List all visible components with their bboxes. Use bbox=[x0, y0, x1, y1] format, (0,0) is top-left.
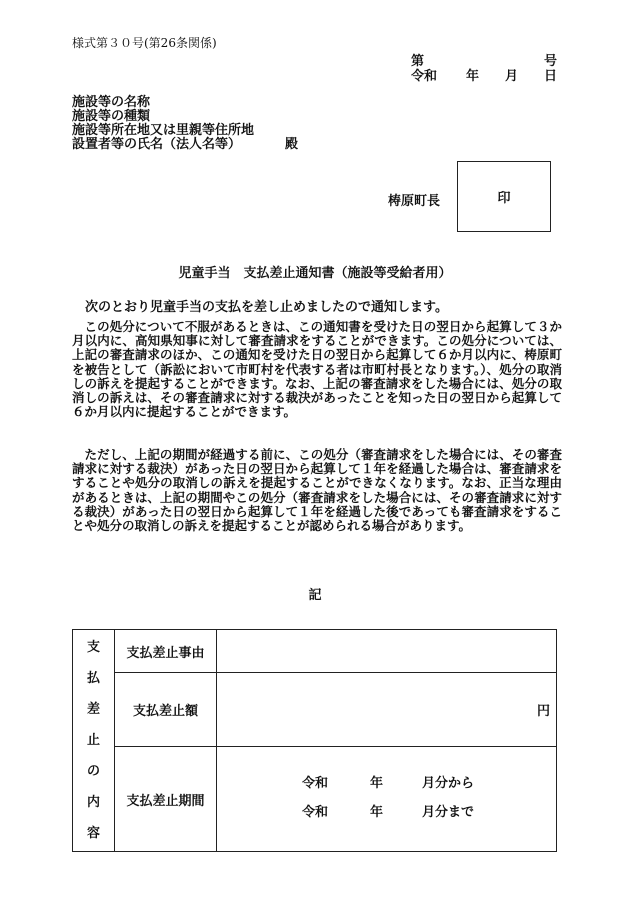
section-char: 支 bbox=[86, 640, 100, 655]
ki-heading: 記 bbox=[308, 588, 322, 603]
date-year: 年 bbox=[466, 69, 480, 84]
facility-type-label: 施設等の種類 bbox=[72, 109, 151, 124]
document-title: 児童手当 支払差止通知書（施設等受給者用） bbox=[178, 266, 452, 281]
suspension-table bbox=[72, 629, 557, 852]
appeal-paragraph-1: この処分について不服があるときは、この通知書を受けた日の翌日から起算して３か月以内に、高知県知事に対して審査請求をすることができます。この処分については、上記の審査請求のほか、この通知を受けた日の翌日から起算して６か月以内に、梼原町を被告として（訴訟において市町村を代表する者は市町村長となります。）、処分の取消しの訴えを提起することができます。なお、上記の審査請求をした場合には、処分の取消しの訴えは、その審査請求に対する裁決があったことを知った日の翌日から起算して６か月以内に提起することができます。 bbox=[72, 319, 562, 420]
amount-value-cell[interactable] bbox=[217, 673, 557, 747]
recipient-block bbox=[72, 96, 298, 152]
seal-box bbox=[457, 161, 551, 232]
reason-label: 支払差止事由 bbox=[115, 630, 217, 673]
period-label: 支払差止期間 bbox=[115, 747, 217, 852]
section-label-cell bbox=[73, 630, 115, 852]
form-number: 様式第３０号(第26条関係) bbox=[72, 36, 217, 50]
intro-text: 次のとおり児童手当の支払を差し止めましたので通知します。 bbox=[85, 300, 448, 315]
period-to-reiwa: 令和 bbox=[302, 805, 329, 820]
issuer-title: 梼原町長 bbox=[388, 194, 441, 209]
section-char: 差 bbox=[86, 702, 100, 717]
date-reiwa: 令和 bbox=[411, 69, 438, 84]
notice-dai: 第 bbox=[411, 54, 425, 69]
facility-name-label: 施設等の名称 bbox=[72, 95, 151, 110]
period-from-reiwa: 令和 bbox=[302, 776, 329, 791]
section-char: の bbox=[86, 764, 100, 779]
section-char: 容 bbox=[86, 826, 100, 841]
yen-unit: 円 bbox=[536, 704, 550, 719]
period-to-month: 月分まで bbox=[422, 805, 475, 820]
honorific: 殿 bbox=[285, 137, 299, 152]
founder-name-label bbox=[72, 138, 298, 152]
section-char: 止 bbox=[86, 733, 100, 748]
facility-address-label: 施設等所在地又は里親等住所地 bbox=[72, 123, 255, 138]
notice-go: 号 bbox=[544, 54, 558, 69]
appeal-paragraph-2: ただし、上記の期間が経過する前に、この処分（審査請求をした場合には、その審査請求に対する裁決）があった日の翌日から起算して１年を経過した場合は、審査請求をすることや処分の取消しの訴えを提起することができなくなります。なお、正当な理由があるときは、上記の期間やこの処分（審査請求をした場合には、その審査請求に対する裁決）があった日の翌日から起算して１年を経過した後であっても審査請求をすることや処分の取消しの訴えを提起することが認められる場合があります。 bbox=[72, 447, 562, 534]
amount-label: 支払差止額 bbox=[115, 673, 217, 747]
date-month: 月 bbox=[505, 69, 519, 84]
period-from-month: 月分から bbox=[422, 776, 475, 791]
section-char: 内 bbox=[86, 795, 100, 810]
period-value-cell[interactable] bbox=[217, 747, 557, 852]
reason-value-cell[interactable] bbox=[217, 630, 557, 673]
seal-mark: 印 bbox=[497, 191, 511, 206]
period-from-year: 年 bbox=[370, 776, 384, 791]
section-char: 払 bbox=[86, 671, 100, 686]
period-to-year: 年 bbox=[370, 805, 384, 820]
founder-name-text: 設置者等の氏名（法人名等） bbox=[72, 137, 242, 152]
date-day: 日 bbox=[544, 69, 558, 84]
